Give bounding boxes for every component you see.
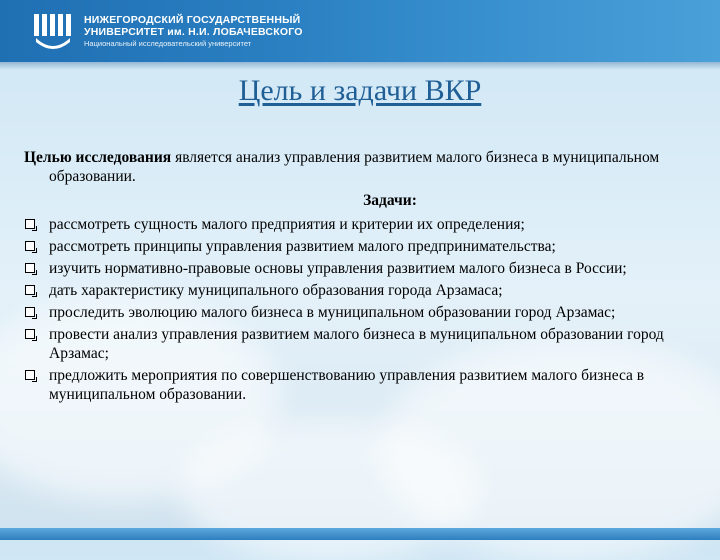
header-banner — [0, 0, 720, 62]
slide-title: Цель и задачи ВКР — [238, 74, 482, 107]
goal-paragraph — [24, 148, 696, 186]
task-item — [24, 237, 696, 256]
task-item — [24, 303, 696, 322]
task-item — [24, 259, 696, 278]
checkbox-bullet-icon — [25, 307, 35, 317]
task-text: рассмотреть принципы управления развитием малого предпринимательства; — [49, 238, 556, 255]
university-name — [84, 14, 303, 49]
task-text: проследить эволюцию малого бизнеса в муниципальном образовании город Арзамас; — [49, 304, 616, 321]
checkbox-bullet-icon — [25, 263, 35, 273]
checkbox-bullet-icon — [25, 285, 35, 295]
checkbox-bullet-icon — [25, 219, 35, 229]
task-item — [24, 325, 696, 363]
task-item — [24, 281, 696, 300]
checkbox-bullet-icon — [25, 370, 35, 380]
task-item — [24, 215, 696, 234]
task-text: дать характеристику муниципального образования города Арзамаса; — [49, 282, 503, 299]
university-line-1: НИЖЕГОРОДСКИЙ ГОСУДАРСТВЕННЫЙ — [84, 14, 301, 26]
checkbox-bullet-icon — [25, 241, 35, 251]
nnsu-logo-icon — [32, 10, 74, 52]
goal-text: является анализ управления развитием малого бизнеса в муниципальном образовании. — [49, 149, 660, 185]
tasks-list — [24, 215, 696, 404]
task-text: провести анализ управления развитием малого бизнеса в муниципальном образовании город Арзамас; — [49, 326, 664, 362]
task-item — [24, 366, 696, 404]
task-text: предложить мероприятия по совершенствованию управления развитием малого бизнеса в муниципальном образовании. — [49, 367, 645, 403]
task-text: рассмотреть сущность малого предприятия и критерии их определения; — [49, 216, 525, 233]
checkbox-bullet-icon — [25, 329, 35, 339]
tasks-title: Задачи: — [363, 192, 417, 209]
header-shadow — [0, 62, 720, 70]
university-line-2: УНИВЕРСИТЕТ им. Н.И. ЛОБАЧЕВСКОГО — [84, 26, 303, 38]
task-text: изучить нормативно-правовые основы управления развитием малого бизнеса в России; — [49, 260, 627, 277]
goal-lead: Целью исследования — [24, 149, 172, 166]
slide-content — [24, 148, 696, 407]
bottom-bar — [0, 528, 720, 540]
university-line-3: Национальный исследовательский университет — [84, 39, 252, 48]
